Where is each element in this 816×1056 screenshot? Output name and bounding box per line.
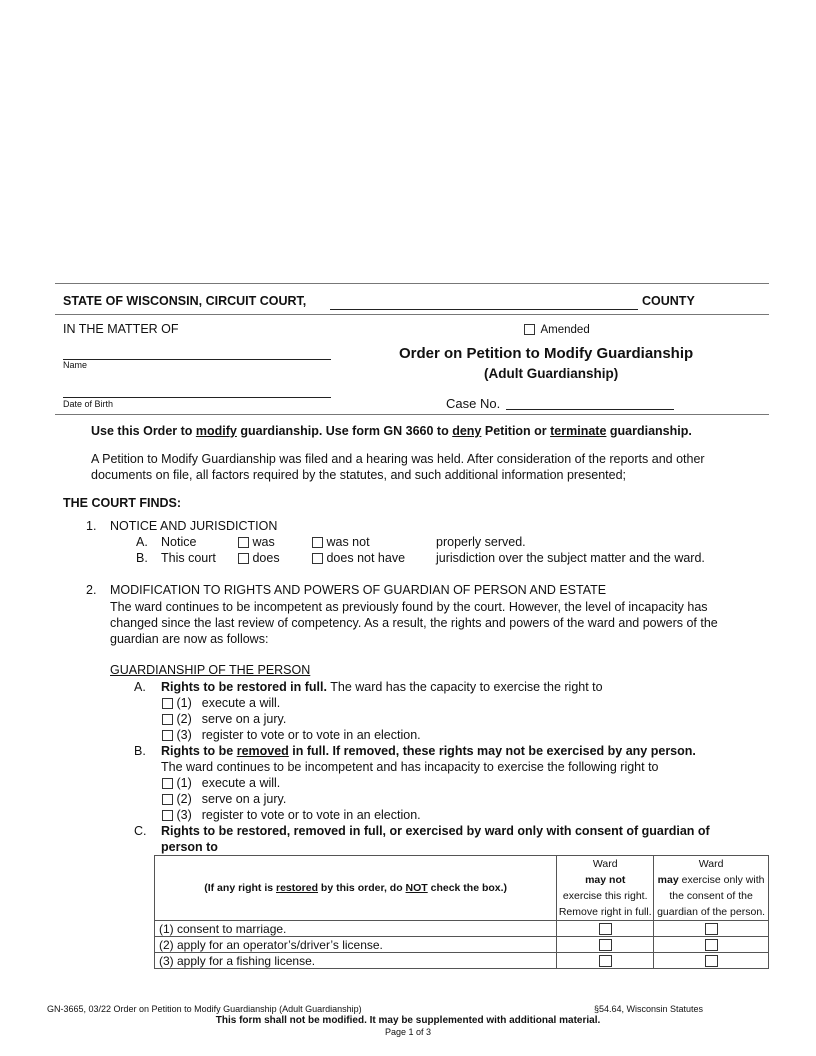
footer-page: Page 1 of 3: [384, 1027, 432, 1037]
dob-label: Date of Birth: [63, 399, 114, 409]
section1-title: NOTICE AND JURISDICTION: [110, 519, 278, 533]
court-does-option[interactable]: does: [238, 551, 280, 565]
license-consent-checkbox[interactable]: [705, 939, 718, 951]
marriage-consent-checkbox[interactable]: [705, 923, 718, 935]
right-label: (3) apply for a fishing license.: [155, 953, 557, 969]
right-label: (2) apply for an operator’s/driver’s license.: [155, 937, 557, 953]
notice-was-not-option[interactable]: was not: [312, 535, 370, 549]
amended-checkbox[interactable]: [524, 324, 535, 335]
in-matter-label: IN THE MATTER OF: [63, 322, 179, 336]
s2-b-item[interactable]: (1) execute a will.: [162, 776, 280, 790]
s2-b-heading: Rights to be removed in full. If removed, these rights may not be exercised by any person.: [161, 744, 696, 758]
s2-a-item[interactable]: (2) serve on a jury.: [162, 712, 286, 726]
notice-was-checkbox[interactable]: [238, 537, 249, 548]
s2-line-3: guardian are now as follows:: [110, 632, 269, 646]
intro-line-1: A Petition to Modify Guardianship was filed and a hearing was held. After consideration of the reports and other: [91, 452, 705, 466]
rights-table: [154, 855, 769, 969]
court-does-not-have-checkbox[interactable]: [312, 553, 323, 564]
col-may-consent-header: Ward may exercise only with the consent of the guardian of the person.: [654, 856, 769, 921]
s2-b-item[interactable]: (3) register to vote or to vote in an election.: [162, 808, 421, 822]
s2-a-heading: Rights to be restored in full. The ward has the capacity to exercise the right to: [161, 680, 603, 694]
amended-option[interactable]: [524, 322, 590, 336]
marriage-may-not-checkbox[interactable]: [599, 923, 612, 935]
s2-c-letter: C.: [134, 824, 147, 838]
caption-rule: [55, 314, 769, 315]
s1-a-letter: A.: [136, 535, 148, 549]
section1-number: 1.: [86, 519, 97, 533]
s2-line-1: The ward continues to be incompetent as previously found by the court. However, the level of incapacity has: [110, 600, 708, 614]
caption-bottom-rule: [55, 414, 769, 415]
case-no-field[interactable]: [506, 409, 674, 410]
s2-a-item[interactable]: (3) register to vote or to vote in an election.: [162, 728, 421, 742]
table-header-row: [155, 856, 769, 921]
county-field[interactable]: [330, 309, 638, 310]
s1-b-letter: B.: [136, 551, 148, 565]
col-may-not-header: Ward may not exercise this right. Remove right in full.: [557, 856, 654, 921]
case-no-label: Case No.: [446, 396, 501, 411]
s2-b-line-2: The ward continues to be incompetent and has incapacity to exercise the following right to: [161, 760, 659, 774]
s2-line-2: changed since the last review of competency. As a result, the rights and powers of the ward and powers of the: [110, 616, 718, 630]
amended-label: Amended: [540, 324, 590, 336]
form-title: Order on Petition to Modify Guardianship: [399, 345, 694, 362]
s2-c-line-1: Rights to be restored, removed in full, or exercised by ward only with consent of guardian of: [161, 824, 710, 838]
court-does-checkbox[interactable]: [238, 553, 249, 564]
remove-vote-checkbox[interactable]: [162, 810, 173, 821]
county-label: COUNTY: [642, 294, 695, 308]
table-row: [155, 937, 769, 953]
s1-b-tail: jurisdiction over the subject matter and the ward.: [436, 551, 705, 565]
footer-form-id: GN-3665, 03/22 Order on Petition to Modify Guardianship (Adult Guardianship): [47, 1004, 362, 1014]
section2-number: 2.: [86, 583, 97, 597]
section2-title: MODIFICATION TO RIGHTS AND POWERS OF GUARDIAN OF PERSON AND ESTATE: [110, 583, 607, 597]
intro-line-2: documents on file, all factors required by the statutes, and such additional information presented;: [91, 468, 627, 482]
s2-a-letter: A.: [134, 680, 146, 694]
restore-jury-checkbox[interactable]: [162, 714, 173, 725]
fishing-may-not-checkbox[interactable]: [599, 955, 612, 967]
instruction-line: Use this Order to modify guardianship. Use form GN 3660 to deny Petition or terminate guardianship.: [91, 424, 692, 438]
s2-b-letter: B.: [134, 744, 146, 758]
table-note-cell: (If any right is restored by this order, do NOT check the box.): [155, 856, 557, 921]
name-field[interactable]: [63, 359, 331, 360]
s2-c-line-2: person to: [161, 840, 218, 854]
s2-a-item[interactable]: (1) execute a will.: [162, 696, 280, 710]
right-label: (1) consent to marriage.: [155, 921, 557, 937]
notice-was-not-checkbox[interactable]: [312, 537, 323, 548]
remove-will-checkbox[interactable]: [162, 778, 173, 789]
s1-a-tail: properly served.: [436, 535, 526, 549]
state-court-label: STATE OF WISCONSIN, CIRCUIT COURT,: [63, 294, 307, 308]
top-rule: [55, 283, 769, 284]
notice-was-option[interactable]: was: [238, 535, 275, 549]
restore-vote-checkbox[interactable]: [162, 730, 173, 741]
court-does-not-have-option[interactable]: does not have: [312, 551, 405, 565]
remove-jury-checkbox[interactable]: [162, 794, 173, 805]
court-finds-heading: THE COURT FINDS:: [63, 496, 182, 510]
footer-statute: §54.64, Wisconsin Statutes: [594, 1004, 704, 1014]
s1-b-label: This court: [161, 551, 216, 565]
license-may-not-checkbox[interactable]: [599, 939, 612, 951]
restore-will-checkbox[interactable]: [162, 698, 173, 709]
table-row: [155, 921, 769, 937]
footer-notice: This form shall not be modified. It may be supplemented with additional material.: [215, 1015, 601, 1026]
form-subtitle: (Adult Guardianship): [484, 366, 619, 381]
guardianship-person-heading: GUARDIANSHIP OF THE PERSON: [110, 663, 311, 677]
name-label: Name: [63, 360, 88, 370]
s2-b-item[interactable]: (2) serve on a jury.: [162, 792, 286, 806]
dob-field[interactable]: [63, 397, 331, 398]
fishing-consent-checkbox[interactable]: [705, 955, 718, 967]
table-row: [155, 953, 769, 969]
s1-a-label: Notice: [161, 535, 197, 549]
